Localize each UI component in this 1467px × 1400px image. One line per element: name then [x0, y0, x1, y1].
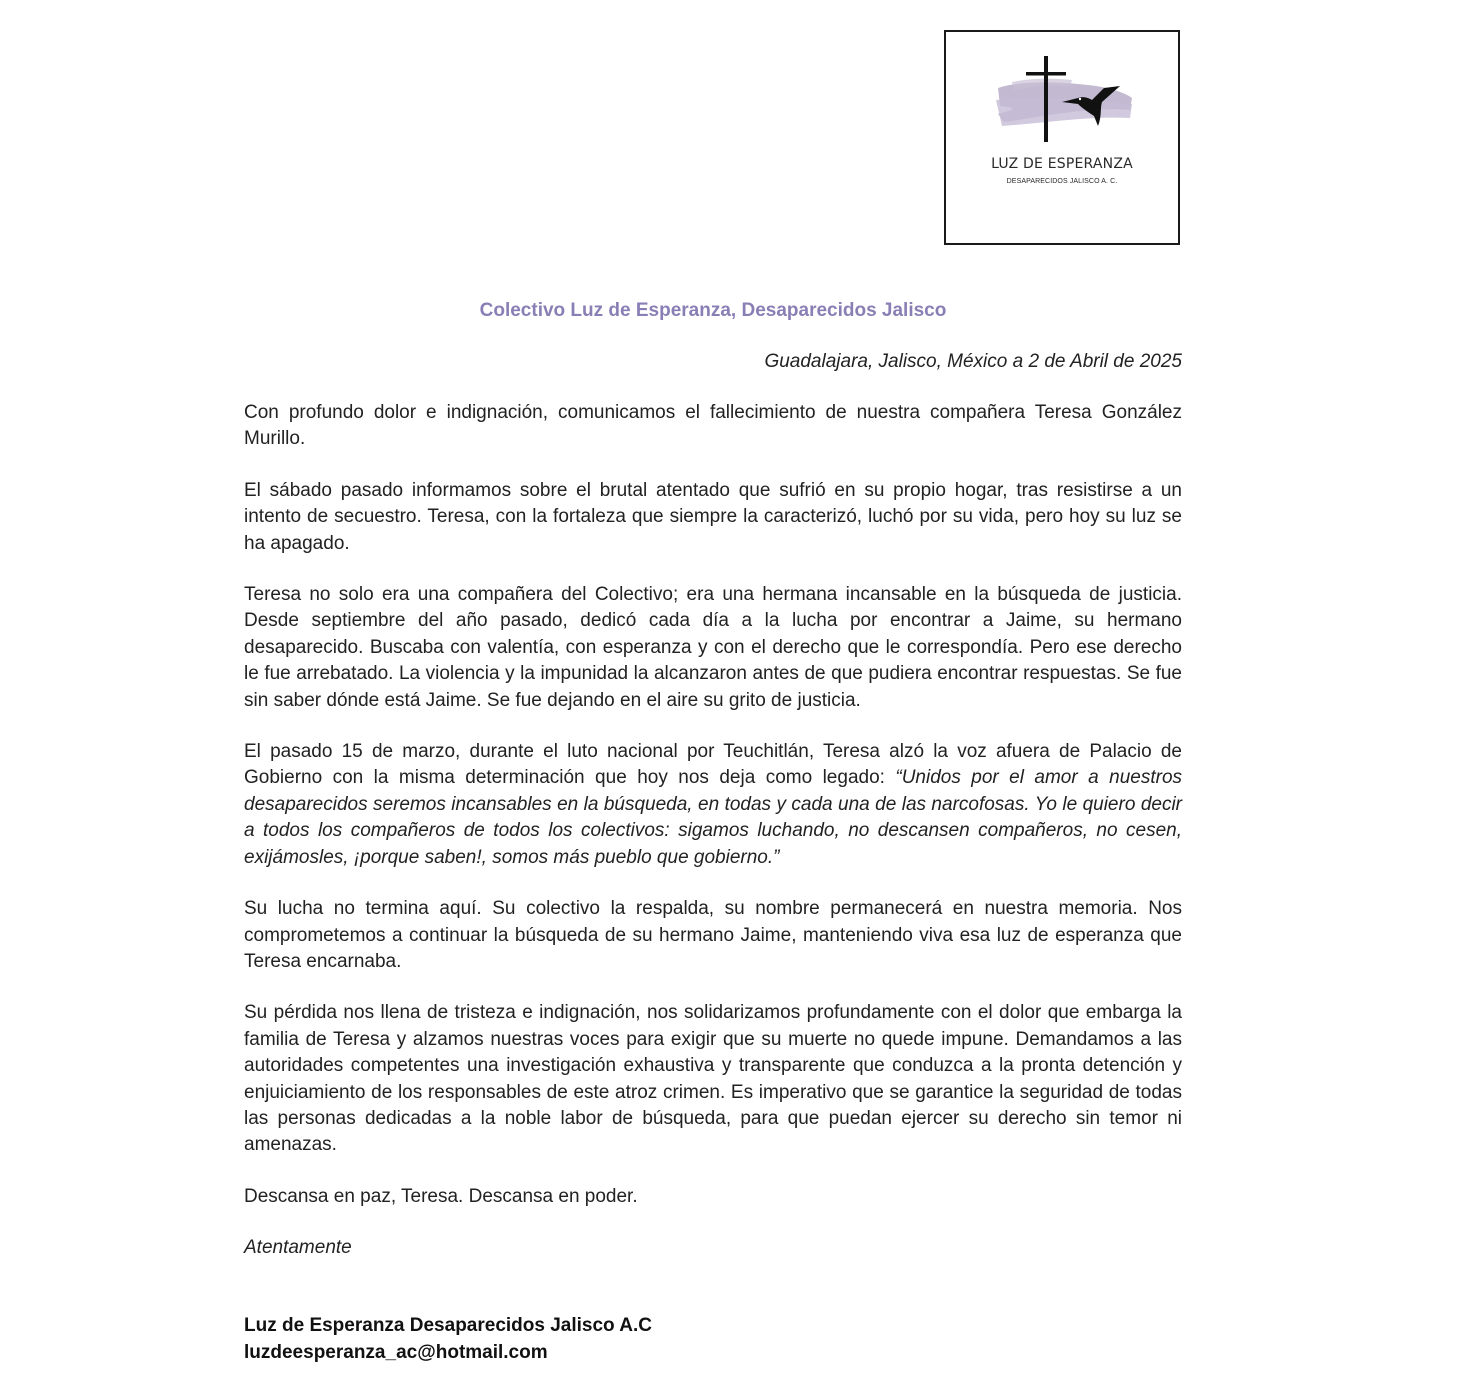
paint-stroke-background [996, 79, 1132, 126]
document-title: Colectivo Luz de Esperanza, Desaparecidos Jalisco [479, 300, 947, 321]
closing-salutation: Atentamente [244, 1237, 352, 1259]
paragraph-7: Descansa en paz, Teresa. Descansa en poder. [244, 1185, 638, 1207]
date-line: Guadalajara, Jalisco, México a 2 de Abril de 2025 [764, 351, 1182, 372]
logo-subtitle: DESAPARECIDOS JALISCO A. C. [1006, 178, 1118, 185]
paragraph-4-intro: El pasado 15 de marzo, durante el luto nacional por Teuchitlán, Teresa alzó la voz afuera de Palacio de Gobierno con la misma determinación que hoy nos deja como legado: [244, 741, 1182, 789]
paragraph-5: Su lucha no termina aquí. Su colectivo la respalda, su nombre permanecerá en nuestra memoria. Nos comprometemos a continuar la búsqueda de su hermano Jaime, manteniendo viva esa luz de esperanza que Teresa encarnaba. [244, 898, 1182, 972]
logo-name: LUZ DE ESPERANZA [991, 156, 1133, 172]
signature-email: luzdeesperanza_ac@hotmail.com [244, 1341, 548, 1363]
paragraph-2: El sábado pasado informamos sobre el brutal atentado que sufrió en su propio hogar, tras resistirse a un intento de secuestro. Teresa, con la fortaleza que siempre la caracterizó, luchó por su vida, pero hoy su luz se ha apagado. [244, 479, 1182, 554]
paragraph-6: Su pérdida nos llena de tristeza e indignación, nos solidarizamos profundamente con el dolor que embarga la familia de Teresa y alzamos nuestras voces para exigir que su muerte no quede impune. Demandamos a las autoridades competentes una investigación exhaustiva y transparente que conduzca a la pronta detención y enjuiciamiento de los responsables de este atroz crimen. Es imperativo que se garantice la seguridad de todas las personas dedicadas a la noble labor de búsqueda, para que puedan ejercer su derecho sin temor ni amenazas. [244, 1002, 1182, 1156]
letter-body [244, 400, 1182, 1366]
signature-org: Luz de Esperanza Desaparecidos Jalisco A.C [244, 1314, 652, 1336]
paragraph-3: Teresa no solo era una compañera del Colectivo; era una hermana incansable en la búsqueda de justicia. Desde septiembre del año pasado, dedicó cada día a la lucha por encontrar a Jaime, su hermano desaparecido. Buscaba con valentía, con esperanza y con el derecho que le correspondía. Pero ese derecho le fue arrebatado. La violencia y la impunidad la alcanzaron antes de que pudiera encontrar respuestas. Se fue sin saber dónde está Jaime. Se fue dejando en el aire su grito de justicia. [244, 584, 1182, 711]
logo-art [992, 52, 1136, 148]
paragraph-4 [244, 739, 1182, 871]
paragraph-4-quote: “Unidos por el amor a nuestros desaparecidos seremos incansables en la búsqueda, en todas y cada una de las narcofosas. Yo le quiero decir a todos los compañeros de todos los colectivos: sigamos luchando, no descansen compañeros, no cesen, exijámosles, ¡porque saben!, somos más pueblo que gobierno.” [244, 767, 1183, 868]
logo-box [944, 30, 1180, 245]
paragraph-1: Con profundo dolor e indignación, comunicamos el fallecimiento de nuestra compañera Teresa González Murillo. [244, 402, 1182, 450]
